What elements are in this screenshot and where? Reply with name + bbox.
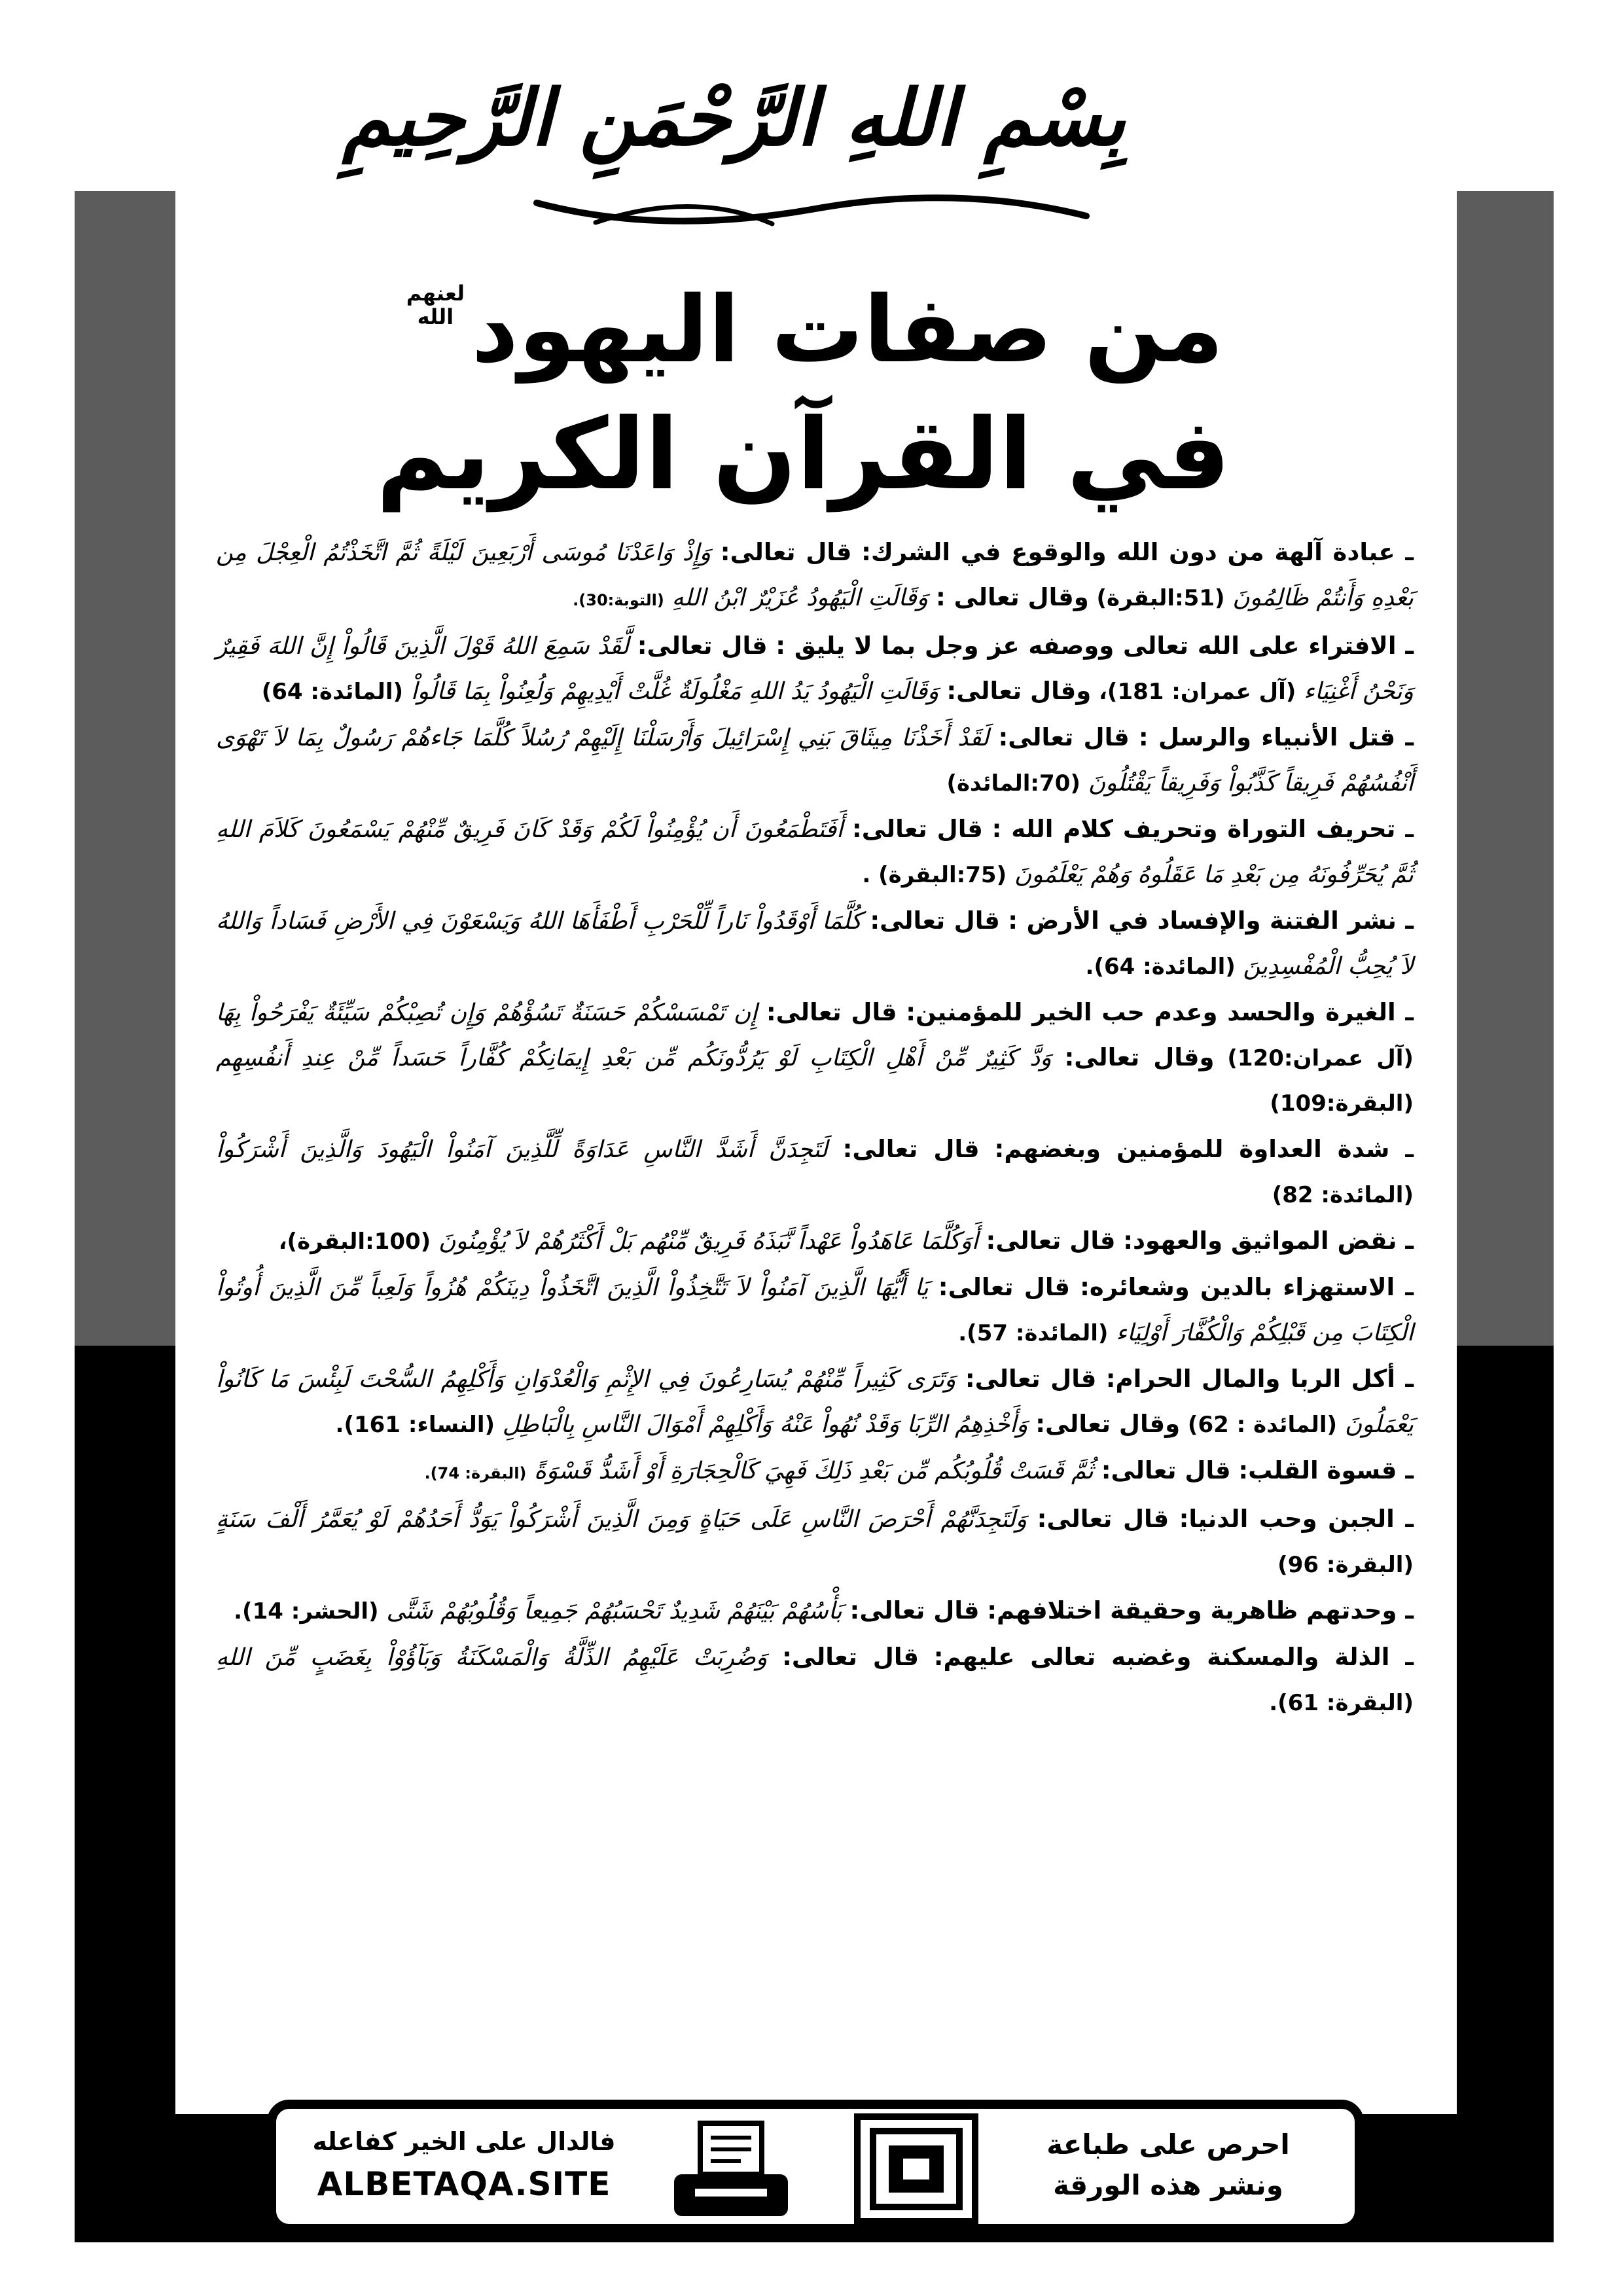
footer-left-block <box>310 2122 618 2207</box>
page-title <box>376 268 1230 517</box>
printer-icon <box>669 2118 793 2223</box>
list-item: ـ شدة العداوة للمؤمنين وبغضهم: قال تعالى: لَتَجِدَنَّ أَشَدَّ النَّاسِ عَدَاوَةً لِّلَّذِينَ آمَنُواْ الْيَهُودَ وَالَّذِينَ أَشْرَكُواْ (المائدة: 82) <box>216 1135 1414 1208</box>
title-sup-line-1: لعنهم <box>406 281 465 306</box>
list-item: ـ عبادة آلهة من دون الله والوقوع في الشرك: قال تعالى: وَإِذْ وَاعَدْنَا مُوسَى أَرْبَعِينَ لَيْلَةً ثُمَّ اتَّخَذْتُمُ الْعِجْلَ مِن بَعْدِهِ وَأَنتُمْ ظَالِمُونَ (51:البقرة) وقال تعالى : وَقَالَتِ الْيَهُودُ عُزَيْرٌ ابْنُ اللهِ (التوبة:30). <box>216 538 1414 611</box>
list-item: ـ وحدتهم ظاهرية وحقيقة اختلافهم: قال تعالى: بَأْسُهُمْ بَيْنَهُمْ شَدِيدٌ تَحْسَبُهُمْ جَمِيعاً وَقُلُوبُهُمْ شَتَّى (الحشر: 14). <box>234 1596 1414 1624</box>
calligraphy-flourish-icon <box>497 177 1126 236</box>
dawa-waraqa-logo <box>851 2111 982 2227</box>
title-sup-line-2: الله <box>417 304 454 329</box>
list-item: ـ نقض المواثيق والعهود: قال تعالى: أَوَكُلَّمَا عَاهَدُواْ عَهْداً نَّبَذَهُ فَرِيقٌ مِّنْهُم بَلْ أَكْثَرُهُمْ لاَ يُؤْمِنُونَ (100:البقرة)، <box>278 1227 1414 1255</box>
basmala-calligraphy <box>342 46 1126 242</box>
title-supplication <box>399 281 471 329</box>
list-item: ـ نشر الفتنة والإفساد في الأرض : قال تعالى: كُلَّمَا أَوْقَدُواْ نَاراً لِّلْحَرْبِ أَطْفَأَهَا اللهُ وَيَسْعَوْنَ فِي الأَرْضِ فَسَاداً وَاللهُ لاَ يُحِبُّ الْمُفْسِدِينَ (المائدة: 64). <box>216 906 1414 980</box>
list-item: ـ الذلة والمسكنة وغضبه تعالى عليهم: قال تعالى: وَضُرِبَتْ عَلَيْهِمُ الذِّلَّةُ وَالْمَسْكَنَةُ وَبَآؤُوْاْ بِغَضَبٍ مِّنَ اللهِ (البقرة: 61). <box>216 1643 1414 1716</box>
list-item: ـ الجبن وحب الدنيا: قال تعالى: وَلَتَجِدَنَّهُمْ أَحْرَصَ النَّاسِ عَلَى حَيَاةٍ وَمِنَ الَّذِينَ أَشْرَكُواْ يَوَدُّ أَحَدُهُمْ لَوْ يُعَمَّرُ أَلْفَ سَنَةٍ (البقرة: 96) <box>216 1505 1414 1578</box>
basmala-text: بِسْمِ اللهِ الرَّحْمَنِ الرَّحِيمِ <box>342 72 1126 163</box>
list-item: ـ أكل الربا والمال الحرام: قال تعالى: وَتَرَى كَثِيراً مِّنْهُمْ يُسَارِعُونَ فِي الإِثْمِ وَالْعُدْوَانِ وَأَكْلِهِمُ السُّحْتَ لَبِئْسَ مَا كَانُواْ يَعْمَلُونَ (المائدة : 62) وقال تعالى: وَأَخْذِهِمُ الرِّبَا وَقَدْ نُهُواْ عَنْهُ وَأَكْلِهِمْ أَمْوَالَ النَّاسِ بِالْبَاطِلِ (النساء: 161). <box>216 1365 1414 1438</box>
list-item: ـ الاستهزاء بالدين وشعائره: قال تعالى: يَا أَيُّهَا الَّذِينَ آمَنُواْ لاَ تَتَّخِذُواْ الَّذِينَ اتَّخَذُواْ دِينَكُمْ هُزُواً وَلَعِباً مِّنَ الَّذِينَ أُوتُواْ الْكِتَابَ مِن قَبْلِكُمْ وَالْكُفَّارَ أَوْلِيَاء (المائدة: 57). <box>216 1273 1414 1346</box>
title-line-2: في القرآن الكريم <box>376 398 1230 512</box>
list-item: ـ الغيرة والحسد وعدم حب الخير للمؤمنين: قال تعالى: إِن تَمْسَسْكُمْ حَسَنَةٌ تَسُؤْهُمْ وَإِن تُصِبْكُمْ سَيِّئَةٌ يَفْرَحُواْ بِهَا (آل عمران:120) وقال تعالى: وَدَّ كَثِيرٌ مِّنْ أَهْلِ الْكِتَابِ لَوْ يَرُدُّونَكُم مِّن بَعْدِ إِيمَانِكُمْ كُفَّاراً حَسَداً مِّنْ عِندِ أَنفُسِهِم (البقرة:109) <box>216 998 1414 1117</box>
verses-list <box>216 530 1414 2055</box>
list-item: ـ الافتراء على الله تعالى ووصفه عز وجل بما لا يليق : قال تعالى: لَّقَدْ سَمِعَ اللهُ قَوْلَ الَّذِينَ قَالُواْ إِنَّ اللهَ فَقِيرٌ وَنَحْنُ أَغْنِيَاء (آل عمران: 181)، وقال تعالى: وَقَالَتِ الْيَهُودُ يَدُ اللهِ مَغْلُولَةٌ غُلَّتْ أَيْدِيهِمْ وَلُعِنُواْ بِمَا قَالُواْ (المائدة: 64) <box>216 632 1414 705</box>
list-item: ـ قسوة القلب: قال تعالى: ثُمَّ قَسَتْ قُلُوبُكُم مِّن بَعْدِ ذَلِكَ فَهِيَ كَالْحِجَارَةِ أَوْ أَشَدُّ قَسْوَةً (البقرة: 74). <box>424 1456 1414 1484</box>
list-item: ـ قتل الأنبياء والرسل : قال تعالى: لَقَدْ أَخَذْنَا مِيثَاقَ بَنِي إِسْرَائِيلَ وَأَرْسَلْنَا إِلَيْهِمْ رُسُلاً كُلَّمَا جَاءهُمْ رَسُولٌ بِمَا لاَ تَهْوَى أَنْفُسُهُمْ فَرِيقاً كَذَّبُواْ وَفَرِيقاً يَقْتُلُونَ (70:المائدة) <box>216 723 1414 797</box>
list-item: ـ تحريف التوراة وتحريف كلام الله : قال تعالى: أَفَتَطْمَعُونَ أَن يُؤْمِنُواْ لَكُمْ وَقَدْ كَانَ فَرِيقٌ مِّنْهُمْ يَسْمَعُونَ كَلاَمَ اللهِ ثُمَّ يُحَرِّفُونَهُ مِن بَعْدِ مَا عَقَلُوهُ وَهُمْ يَعْلَمُونَ (75:البقرة) . <box>216 815 1414 888</box>
footer-banner <box>267 2100 1364 2233</box>
logo-text: دعوة الورقة <box>916 2131 919 2132</box>
footer-motto: فالدال على الخير كفاعله <box>312 2127 616 2156</box>
footer-call-1: احرص على طباعة <box>1046 2128 1290 2161</box>
footer-right-block <box>1021 2125 1315 2206</box>
title-main-text: من صفات اليهود <box>471 277 1224 384</box>
title-line-1 <box>393 268 1230 393</box>
footer-call-2: ونشر هذه الورقة <box>1053 2169 1283 2201</box>
site-link[interactable]: ALBETAQA.SITE <box>317 2165 611 2203</box>
